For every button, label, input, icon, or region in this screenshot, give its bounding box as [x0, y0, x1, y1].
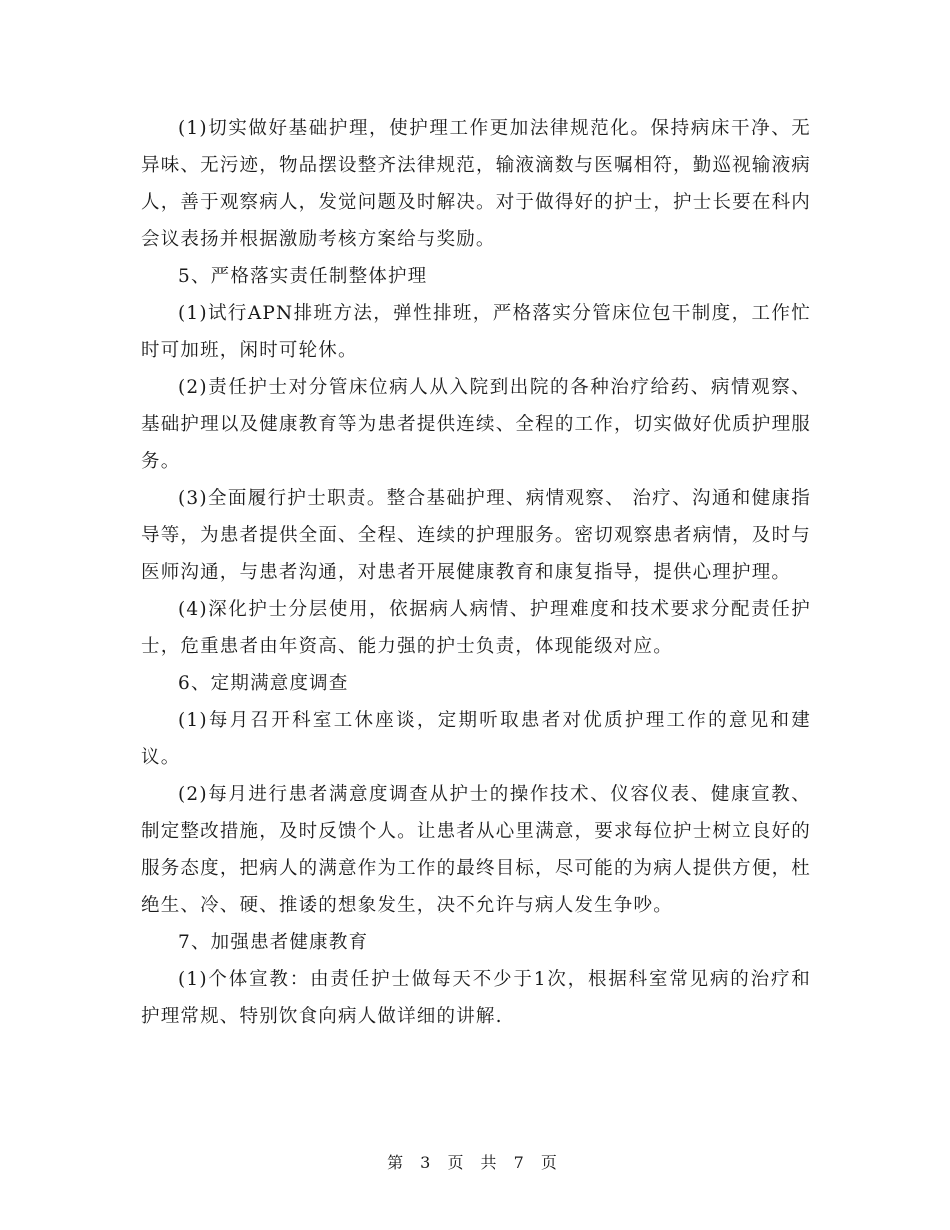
page-number-footer: 第 3 页 共 7 页 — [387, 1153, 563, 1172]
section-heading-5: 5、严格落实责任制整体护理 — [178, 266, 428, 287]
document-body — [141, 110, 811, 1035]
section-heading-6: 6、定期满意度调查 — [178, 673, 349, 694]
paragraph-monthly-meeting: (1)每月召开科室工休座谈，定期听取患者对优质护理工作的意见和建议。 — [141, 710, 811, 768]
paragraph-individual-education: (1)个体宣教：由责任护士做每天不少于1次，根据科室常见病的治疗和护理常规、特别饮食向病人做详细的讲解. — [141, 969, 811, 1027]
paragraph-responsible-nurse: (2)责任护士对分管床位病人从入院到出院的各种治疗给药、病情观察、基础护理以及健康教育等为患者提供连续、全程的工作，切实做好优质护理服务。 — [141, 377, 811, 472]
paragraph-basic-care: (1)切实做好基础护理，使护理工作更加法律规范化。保持病床干净、无异味、无污迹，物品摆设整齐法律规范，输液滴数与医嘱相符，勤巡视输液病人，善于观察病人，发觉问题及时解决。对于做得好的护士，护士长要在科内会议表扬并根据激励考核方案给与奖励。 — [141, 118, 811, 250]
paragraph-tiered-nursing: (4)深化护士分层使用，依据病人病情、护理难度和技术要求分配责任护士，危重患者由年资高、能力强的护士负责，体现能级对应。 — [141, 599, 811, 657]
paragraph-apn-scheduling: (1)试行APN排班方法，弹性排班，严格落实分管床位包干制度，工作忙时可加班，闲时可轮休。 — [141, 303, 811, 361]
paragraph-nurse-duties: (3)全面履行护士职责。整合基础护理、病情观察、 治疗、沟通和健康指导等，为患者提供全面、全程、连续的护理服务。密切观察患者病情，及时与医师沟通，与患者沟通，对患者开展健康教育和康复指导，提供心理护理。 — [141, 488, 811, 583]
paragraph-satisfaction-survey: (2)每月进行患者满意度调查从护士的操作技术、仪容仪表、健康宣教、制定整改措施，及时反馈个人。让患者从心里满意，要求每位护士树立良好的服务态度，把病人的满意作为工作的最终目标，尽可能的为病人提供方便，杜绝生、冷、硬、推诿的想象发生，决不允许与病人发生争吵。 — [141, 784, 811, 916]
section-heading-7: 7、加强患者健康教育 — [178, 932, 369, 953]
